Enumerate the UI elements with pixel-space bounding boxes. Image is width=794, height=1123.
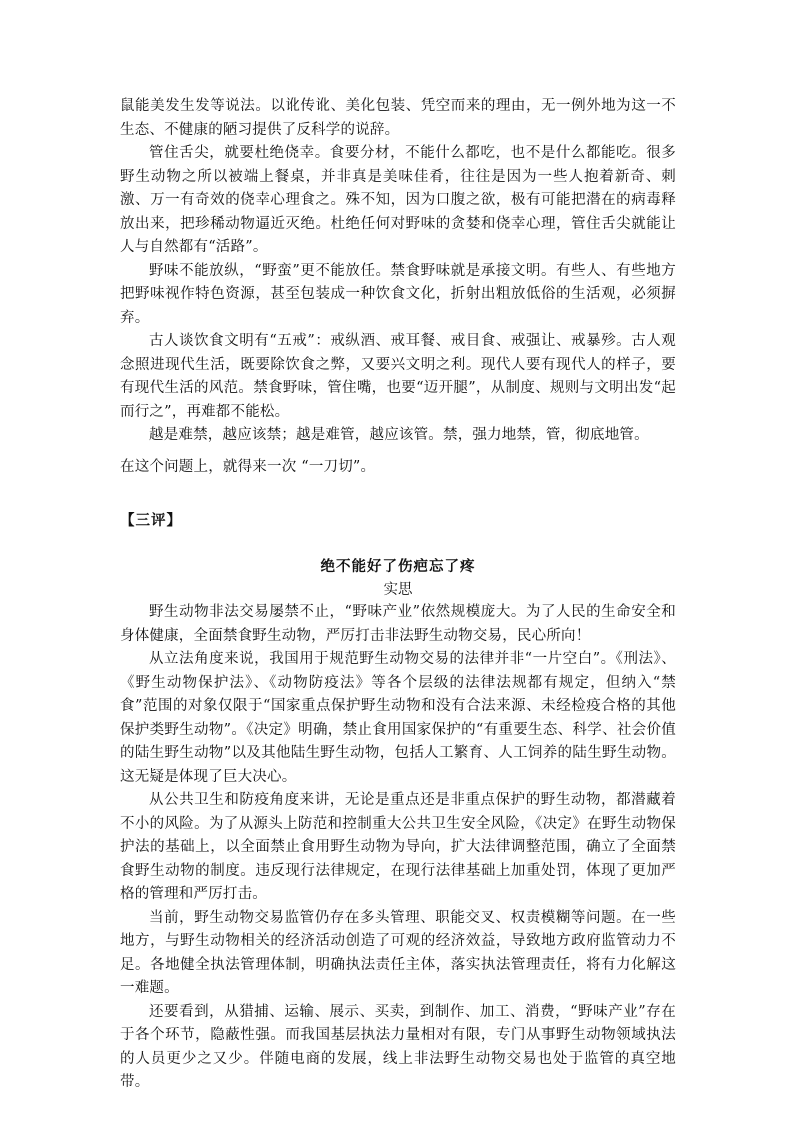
article-author: 实思	[383, 582, 413, 598]
paragraph: 鼠能美发生发等说法。以讹传讹、美化包装、凭空而来的理由，无一例外地为这一不生态、不健康的陋习提供了反科学的说辞。	[120, 98, 676, 138]
article	[120, 555, 676, 1095]
paragraph: 从公共卫生和防疫角度来讲，无论是重点还是非重点保护的野生动物，都潜藏着不小的风险。为了从源头上防范和控制重大公共卫生安全风险，《决定》在野生动物保护法的基础上，以全面禁止食用野生动物为导向，扩大法律调整范围，确立了全面禁食野生动物的制度。违反现行法律规定，在现行法律基础上加重处罚，体现了更加严格的管理和严厉打击。	[120, 792, 676, 902]
paragraph: 管住舌尖，就要杜绝侥幸。食要分材，不能什么都吃，也不是什么都能吃。很多野生动物之所以被端上餐桌，并非真是美味佳肴，往往是因为一些人抱着新奇、刺激、万一有奇效的侥幸心理食之。殊不知，因为口腹之欲，极有可能把潜在的病毒释放出来，把珍稀动物逼近灭绝。杜绝任何对野味的贪婪和侥幸心理，管住舌尖就能让人与自然都有“活路”。	[120, 145, 676, 255]
paragraph: 野生动物非法交易屡禁不止，“野味产业”依然规模庞大。为了人民的生命安全和身体健康，全面禁食野生动物，严厉打击非法野生动物交易，民心所向！	[120, 604, 676, 644]
document-page	[120, 95, 676, 1095]
paragraph: 还要看到，从猎捕、运输、展示、买卖，到制作、加工、消费，“野味产业”存在于各个环节，隐蔽性强。而我国基层执法力量相对有限，专门从事野生动物领域执法的人员更少之又少。伴随电商的发展，线上非法野生动物交易也处于监管的真空地带。	[120, 1003, 676, 1090]
paragraph: 越是难禁，越应该禁；越是难管，越应该管。禁，强力地禁，管，彻底地管。	[149, 427, 649, 443]
previous-article-continuation	[120, 95, 676, 479]
paragraph: 在这个问题上，就得来一次 “一刀切”。	[120, 458, 376, 475]
section-label: 【三评】	[120, 512, 182, 529]
paragraph: 古人谈饮食文明有“五戒”：戒纵酒、戒耳餐、戒目食、戒强让、戒暴殄。古人观念照进现代生活，既要除饮食之弊，又要兴文明之利。现代人要有现代人的样子，要有现代生活的风范。禁食野味，管住嘴，也要“迈开腿”，从制度、规则与文明出发“起而行之”，再难都不能松。	[120, 333, 676, 420]
paragraph: 野味不能放纵，“野蛮”更不能放任。禁食野味就是承接文明。有些人、有些地方把野味视作特色资源，甚至包装成一种饮食文化，折射出粗放低俗的生活观，必须摒弃。	[120, 262, 676, 326]
paragraph: 从立法角度来说，我国用于规范野生动物交易的法律并非“一片空白”。《刑法》、《野生动物保护法》、《动物防疫法》等各个层级的法律法规都有规定，但纳入“禁食”范围的对象仅限于“国家重点保护野生动物和没有合法来源、未经检疫合格的其他保护类野生动物”。《决定》明确，禁止食用国家保护的“有重要生态、科学、社会价值的陆生野生动物”以及其他陆生野生动物，包括人工繁育、人工饲养的陆生野生动物。这无疑是体现了巨大决心。	[120, 651, 676, 785]
paragraph: 当前，野生动物交易监管仍存在多头管理、职能交叉、权责模糊等问题。在一些地方，与野生动物相关的经济活动创造了可观的经济效益，导致地方政府监管动力不足。各地健全执法管理体制，明确执法责任主体，落实执法管理责任，将有力化解这一难题。	[120, 909, 676, 996]
article-title: 绝不能好了伤疤忘了疼	[320, 558, 476, 575]
